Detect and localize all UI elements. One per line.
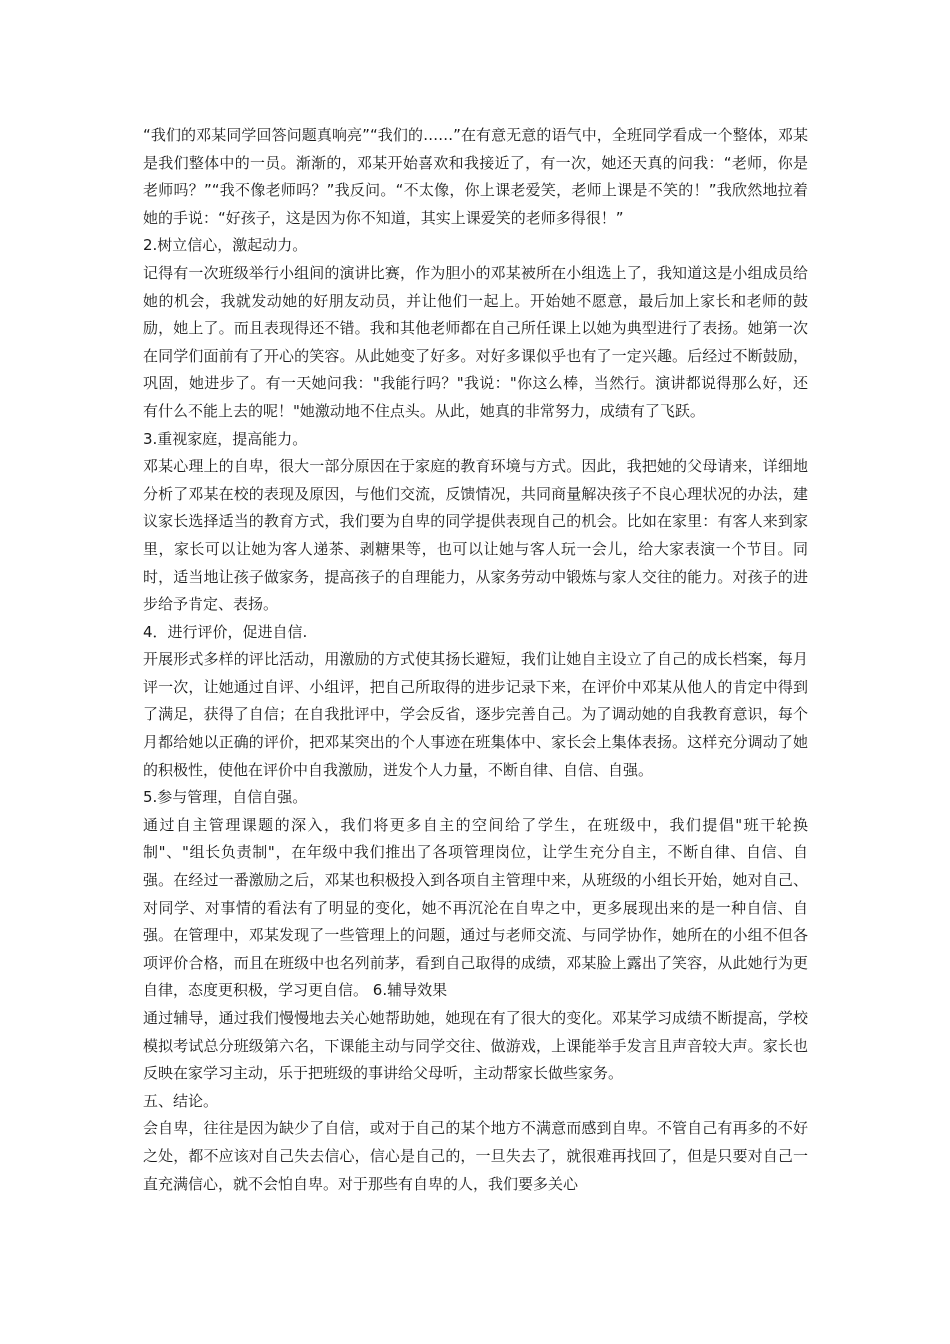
heading-conclusion: 五、结论。 [143, 1091, 219, 1110]
heading-evaluation: 4．进行评价，促进自信. [143, 622, 308, 641]
heading-participate-management: 5.参与管理，自信自强。 [143, 788, 308, 807]
paragraph-teacher-smile: “我们的邓某同学回答问题真响亮”“我们的……”在有意无意的语气中，全班同学看成一个整体，邓某是我们整体中的一员。渐渐的，邓某开始喜欢和我接近了，有一次，她还天真的问我：“老师，你是老师吗？”“我不像老师吗？”我反问。“不太像，你上课老爱笑，老师上课是不笑的！”我欣然地拉着她的手说：“好孩子，这是因为你不知道，其实上课爱笑的老师多得很！” [143, 126, 808, 227]
paragraph-family-education: 邓某心理上的自卑，很大一部分原因在于家庭的教育环境与方式。因此，我把她的父母请来，详细地分析了邓某在校的表现及原因，与他们交流，反馈情况，共同商量解决孩子不良心理状况的办法，建议家长选择适当的教育方式，我们要为自卑的同学提供表现自己的机会。比如在家里：有客人来到家里，家长可以让她为客人递茶、剥糖果等，也可以让她与客人玩一会儿，给大家表演一个节目。同时，适当地让孩子做家务，提高孩子的自理能力，从家务劳动中锻炼与家人交往的能力。对孩子的进步给予肯定、表扬。 [143, 457, 808, 614]
document-page [143, 122, 808, 1198]
paragraph-evaluation-activities: 开展形式多样的评比活动，用激励的方式使其扬长避短，我们让她自主设立了自己的成长档案，每月评一次，让她通过自评、小组评，把自己所取得的进步记录下来，在评价中邓某从他人的肯定中得到了满足，获得了自信；在自我批评中，学会反省，逐步完善自己。为了调动她的自我教育意识，每个月都给她以正确的评价，把邓某突出的个人事迹在班集体中、家长会上集体表扬。这样充分调动了她的积极性，使他在评价中自我激励，迸发个人力量，不断自律、自信、自强。 [143, 650, 808, 779]
heading-value-family: 3.重视家庭，提高能力。 [143, 429, 308, 448]
paragraph-self-management: 通过自主管理课题的深入，我们将更多自主的空间给了学生，在班级中，我们提倡"班干轮换制"、"组长负责制"，在年级中我们推出了各项管理岗位，让学生充分自主，不断自律、自信、自强。在经过一番激励之后，邓某也积极投入到各项自主管理中来，从班级的小组长开始，她对自己、对同学、对事情的看法有了明显的变化，她不再沉沦在自卑之中，更多展现出来的是一种自信、自强。在管理中，邓某发现了一些管理上的问题，通过与老师交流、与同学协作，她所在的小组不但各项评价合格，而且在班级中也名列前茅，看到自己取得的成绩，邓某脸上露出了笑容，从此她行为更自律，态度更积极，学习更自信。 6.辅导效果 [143, 815, 808, 1000]
paragraph-speech-contest: 记得有一次班级举行小组间的演讲比赛，作为胆小的邓某被所在小组选上了，我知道这是小组成员给她的机会，我就发动她的好朋友动员，并让他们一起上。开始她不愿意，最后加上家长和老师的鼓励，她上了。而且表现得还不错。我和其他老师都在自己所任课上以她为典型进行了表扬。她第一次在同学们面前有了开心的笑容。从此她变了好多。对好多课似乎也有了一定兴趣。后经过不断鼓励，巩固，她进步了。有一天她问我："我能行吗？"我说："你这么棒，当然行。演讲都说得那么好，还有什么不能上去的呢！"她激动地不住点头。从此，她真的非常努力，成绩有了飞跃。 [143, 263, 808, 420]
paragraph-conclusion: 会自卑，往往是因为缺少了自信，或对于自己的某个地方不满意而感到自卑。不管自己有再多的不好之处，都不应该对自己失去信心，信心是自己的，一旦失去了，就很难再找回了，但是只要对自己一直充满信心，就不会怕自卑。对于那些有自卑的人，我们要多关心 [143, 1119, 808, 1193]
paragraph-counseling-effect: 通过辅导，通过我们慢慢地去关心她帮助她，她现在有了很大的变化。邓某学习成绩不断提高，学校模拟考试总分班级第六名，下课能主动与同学交往、做游戏，上课能举手发言且声音较大声。家长也反映在家学习主动，乐于把班级的事讲给父母听，主动帮家长做些家务。 [143, 1009, 808, 1083]
heading-build-confidence: 2.树立信心，激起动力。 [143, 236, 308, 255]
